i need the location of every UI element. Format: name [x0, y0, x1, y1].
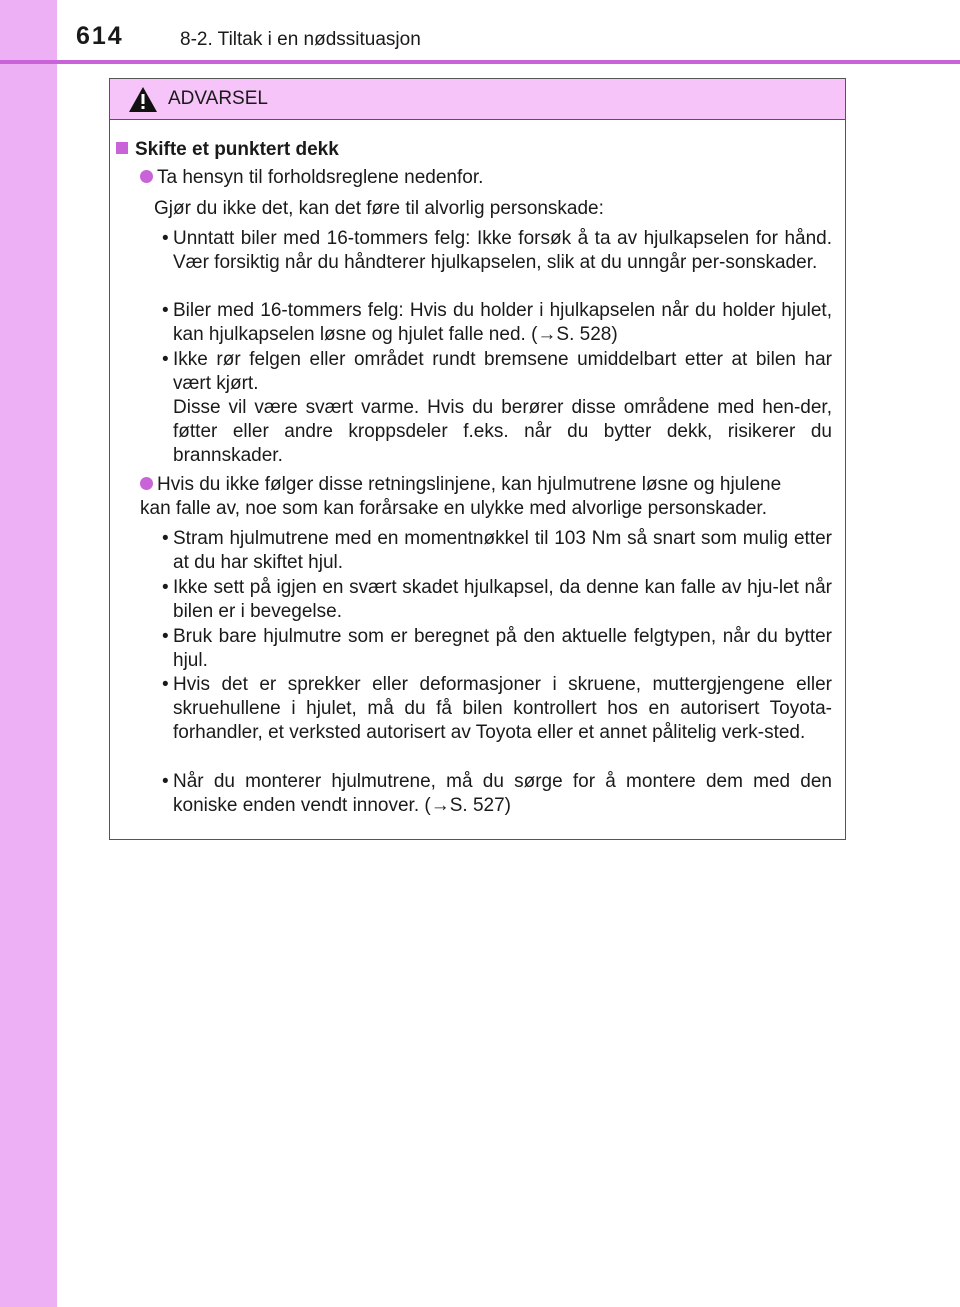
round-bullet-icon: [140, 170, 153, 183]
list-item: • Ikke rør felgen eller området rundt bremsene umiddelbart etter at bilen har vært kjørt.: [162, 349, 832, 394]
warning-title: ADVARSEL: [168, 88, 268, 109]
sidebar-strip: [0, 0, 57, 1307]
square-bullet-icon: [116, 142, 128, 154]
list-item: • Stram hjulmutrene med en momentnøkkel til 103 Nm så snart som mulig etter at du har skiftet hjul.: [162, 528, 832, 573]
bullet-1-intro: Gjør du ikke det, kan det føre til alvorlig personskade:: [154, 198, 604, 219]
list-item-text: Ikke sett på igjen en svært skadet hjulkapsel, da denne kan falle av hju-let når bilen er i bevegelse.: [173, 577, 832, 622]
header-rule: [0, 60, 960, 64]
list-item: • Biler med 16-tommers felg: Hvis du holder i hjulkapselen når du holder hjulet, kan hjulkapselen løsne og hjulet falle ned. (→S. 528): [162, 300, 832, 345]
warning-header: [110, 79, 845, 120]
list-item-text: Bruk bare hjulmutre som er beregnet på den aktuelle felgtypen, når du bytter hjul.: [173, 626, 832, 671]
header-sidebar-tab: [0, 0, 57, 62]
list-item-text: Ikke rør felgen eller området rundt bremsene umiddelbart etter at bilen har vært kjørt.: [173, 349, 832, 394]
list-item-text: Hvis det er sprekker eller deformasjoner i skruene, muttergjengene eller skruehullene i hjulet, må du få bilen kontrollert hos en autorisert Toyota-forhandler, et verksted autorisert av Toyota eller et annet pålitelig verk-sted.: [173, 674, 832, 743]
section-title: 8-2. Tiltak i en nødssituasjon: [180, 29, 421, 50]
list-item: • Unntatt biler med 16-tommers felg: Ikke forsøk å ta av hjulkapselen for hånd. Vær forsiktig når du håndterer hjulkapselen, slik at du unngår per-sonskader.: [162, 228, 832, 273]
list-item-text: Når du monterer hjulmutrene, må du sørge for å montere dem med den koniske enden vendt innover. (→S. 527): [173, 771, 832, 816]
list-item-text: Biler med 16-tommers felg: Hvis du holder i hjulkapselen når du holder hjulet, kan hjulkapselen løsne og hjulet falle ned. (→S. 528): [173, 300, 832, 345]
list-item: • Hvis det er sprekker eller deformasjoner i skruene, muttergjengene eller skruehullene i hjulet, må du få bilen kontrollert hos en autorisert Toyota-forhandler, et verksted autorisert av Toyota eller et annet pålitelig verk-sted.: [162, 674, 832, 743]
list-item-continuation: [162, 396, 832, 468]
subheading-text: Skifte et punktert dekk: [135, 139, 339, 160]
round-bullet-icon: [140, 477, 153, 490]
bullet-1-text: Ta hensyn til forholdsreglene nedenfor.: [157, 167, 484, 188]
list-item: • Når du monterer hjulmutrene, må du sørge for å montere dem med den koniske enden vendt innover. (→S. 527): [162, 771, 832, 816]
warning-box: [109, 78, 846, 840]
list-item-text: Stram hjulmutrene med en momentnøkkel til 103 Nm så snart som mulig etter at du har skiftet hjul.: [173, 528, 832, 573]
subheading: [116, 138, 339, 162]
bullet-2: [140, 473, 840, 497]
bullet-1: [140, 166, 483, 190]
list-item-text: Disse vil være svært varme. Hvis du berører disse områdene med hen-der, føtter eller andre kroppsdeler f.eks. når du bytter dekk, risikerer du brannskader.: [173, 397, 832, 466]
list-item-text: Unntatt biler med 16-tommers felg: Ikke forsøk å ta av hjulkapselen for hånd. Vær forsiktig når du håndterer hjulkapselen, slik at du unngår per-sonskader.: [173, 228, 832, 273]
bullet-2-line1: Hvis du ikke følger disse retningslinjene, kan hjulmutrene løsne og hjulene: [157, 474, 782, 495]
warning-triangle-icon: [128, 86, 158, 113]
page-header: [0, 0, 960, 62]
list-item: • Bruk bare hjulmutre som er beregnet på den aktuelle felgtypen, når du bytter hjul.: [162, 626, 832, 671]
list-item: • Ikke sett på igjen en svært skadet hjulkapsel, da denne kan falle av hju-let når bilen er i bevegelse.: [162, 577, 832, 622]
bullet-2-line2: kan falle av, noe som kan forårsake en ulykke med alvorlige personskader.: [140, 498, 767, 519]
page-number: 614: [76, 22, 124, 50]
